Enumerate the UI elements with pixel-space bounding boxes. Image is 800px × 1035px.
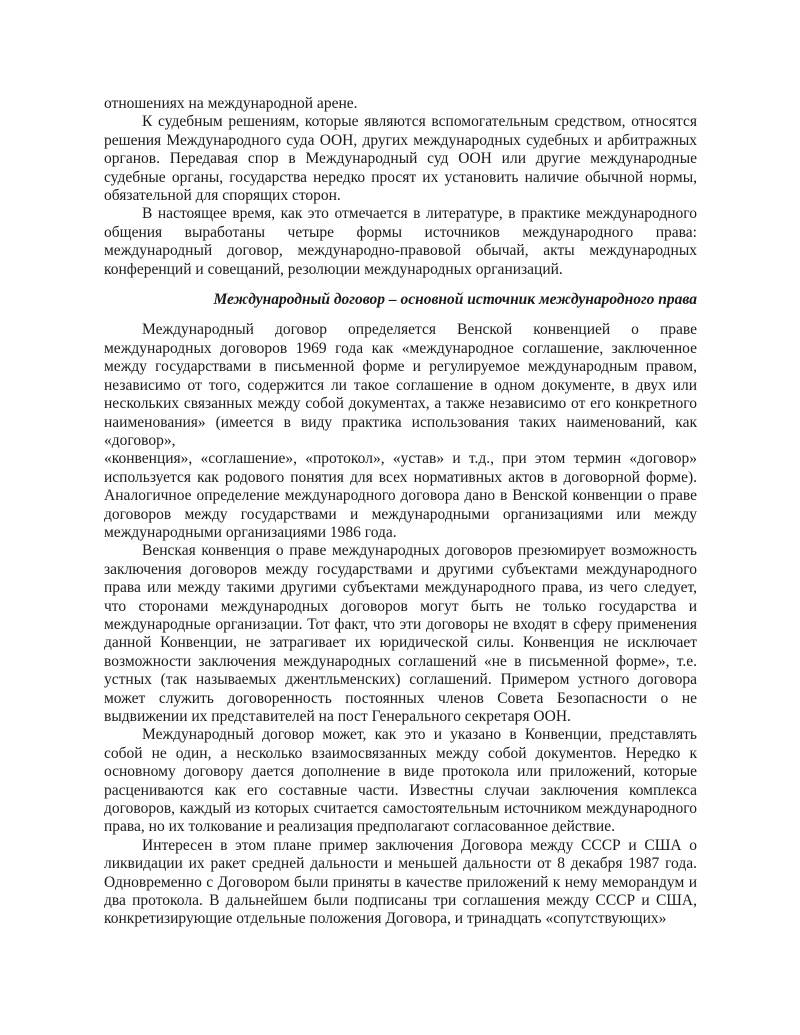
paragraph-multiple-documents: Международный договор может, как это и указано в Конвенции, представлять собой не один, а несколько взаимосвязанных между собой документов. Нередко к основному договору дается дополнение в виде протокола или приложений, которые расцениваются как его составные части. Известны случаи заключения комплекса договоров, каждый из которых считается самостоятельным источником международного права, но их толкование и реализация предполагают согласованное действие. — [104, 726, 697, 836]
paragraph-court-decisions: К судебным решениям, которые являются вспомогательным средством, относятся решения Международного суда ООН, других международных судебных и арбитражных органов. Передавая спор в Международный суд ООН или другие международные судебные органы, государства нередко просят их установить наличие обычной нормы, обязательной для спорящих сторон. — [104, 113, 697, 205]
paragraph-vienna-convention: Венская конвенция о праве международных договоров презюмирует возможность заключения договоров между государствами и другими субъектами международного права или между такими другими субъектами международного права, из чего следует, что сторонами международных договоров могут быть не только государства и международные организации. Тот факт, что эти договоры не входят в сферу применения данной Конвенции, не затрагивает их юридической силы. Конвенция не исключает возможности заключения международных соглашений «не в письменной форме», т.е. устных (так называемых джентльменских) соглашений. Примером устного договора может служить договоренность постоянных членов Совета Безопасности о не выдвижении их представителей на пост Генерального секретаря ООН. — [104, 542, 697, 725]
paragraph-continuation: отношениях на международной арене. — [104, 95, 358, 112]
paragraph-four-sources: В настоящее время, как это отмечается в литературе, в практике международного общения выработаны четыре формы источников международного права: международный договор, международно-правовой обычай, акты международных конференций и совещаний, резолюции международных организаций. — [104, 205, 697, 278]
paragraph-treaty-definition-cont: «конвенция», «соглашение», «протокол», «устав» и т.д., при этом термин «договор» используется как родового понятия для всех нормативных актов в договорной форме). Аналогичное определение международного договора дано в Венской конвенции о праве договоров между государствами и международными организациями или между международными организациями 1986 года. — [104, 450, 697, 541]
section-heading: Международный договор – основной источник международного права — [213, 291, 697, 309]
document-page — [104, 95, 697, 929]
paragraph-inf-treaty: Интересен в этом плане пример заключения Договора между СССР и США о ликвидации их ракет средней дальности и меньшей дальности от 8 декабря 1987 года. Одновременно с Договором были приняты в качестве приложений к нему меморандум и два протокола. В дальнейшем были подписаны три соглашения между СССР и США, конкретизирующие отдельные положения Договора, и тринадцать «сопутствующих» — [104, 836, 697, 928]
paragraph-treaty-definition: Международный договор определяется Венской конвенцией о праве международных договоров 1969 года как «международное соглашение, заключенное между государствами в письменной форме и регулируемое международным правом, независимо от того, содержится ли такое соглашение в одном документе, в двух или нескольких связанных между собой документах, а также независимо от его конкретного наименования» (имеется в виду практика использования таких наименований, как «договор», — [104, 321, 697, 449]
